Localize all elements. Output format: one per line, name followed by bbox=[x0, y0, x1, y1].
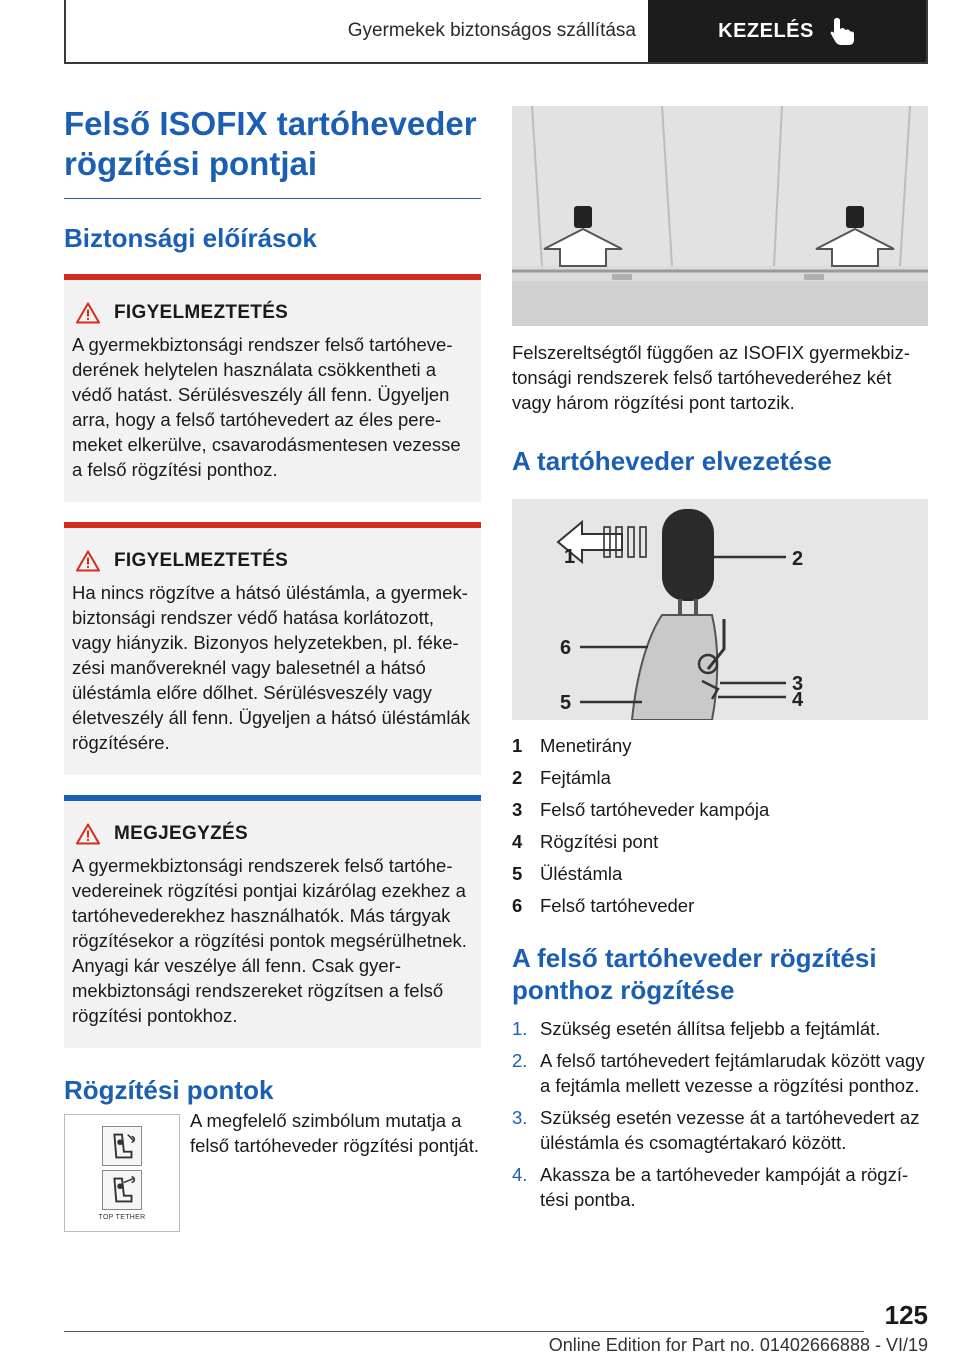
strap-routing-diagram bbox=[512, 499, 928, 720]
note-title: MEGJEGYZÉS bbox=[114, 823, 248, 844]
list-item: 1 Menetirány bbox=[512, 735, 632, 756]
footer-divider bbox=[64, 1331, 864, 1332]
page-number: 125 bbox=[884, 1300, 928, 1330]
list-item: 5 Üléstámla bbox=[512, 863, 623, 884]
list-item: 2. A felső tartóhevedert fejtámlarudak között vagy a fejtámla mellett vezesse a rögzítési ponthoz. bbox=[512, 1050, 925, 1096]
routing-heading: A tartóheveder elvezetése bbox=[512, 446, 832, 476]
list-item: 3. Szükség esetén vezesse át a tartóhevedert az üléstámla és csomagtértakaró között. bbox=[512, 1107, 920, 1153]
child-seat-anchor-icon bbox=[102, 1126, 142, 1166]
safety-heading: Biztonsági előírások bbox=[64, 223, 317, 253]
anchor-points-photo bbox=[512, 106, 928, 326]
chapter-tab[interactable] bbox=[648, 0, 926, 62]
diagram-label-4: 4 bbox=[792, 689, 804, 711]
warning-text: Ha nincs rögzítve a hátsó üléstámla, a gyermekbiztonsági rendszer védő hatása korlátozott, vagy hiányzik. Bizonyos helyzetekben, pl. fékezési manővereknél vagy balesetnél a hátsó üléstámla előre dőlhet. Sérülésveszély vagy életveszély áll fenn. Ügyeljen a hátsó üléstámlák rögzítésére. bbox=[72, 582, 470, 753]
warning-title: FIGYELMEZTETÉS bbox=[114, 550, 289, 571]
warning-title: FIGYELMEZTETÉS bbox=[114, 302, 289, 323]
list-item: 6 Felső tartóheveder bbox=[512, 895, 695, 916]
footer-edition: Online Edition for Part no. 01402666888 - VI/19 bbox=[548, 1335, 928, 1355]
list-item: 2 Fejtámla bbox=[512, 767, 611, 788]
attach-heading: A felső tartóheveder rögzítési ponthoz rögzítése bbox=[512, 943, 877, 1005]
page-header bbox=[64, 0, 928, 64]
diagram-label-5: 5 bbox=[560, 692, 572, 714]
page-title: Felső ISOFIX tartóheveder rögzítési pontjai bbox=[64, 105, 477, 182]
note-box bbox=[64, 795, 481, 1048]
diagram-label-2: 2 bbox=[792, 548, 804, 570]
list-item: 1. Szükség esetén állítsa feljebb a fejtámlát. bbox=[512, 1018, 881, 1039]
diagram-label-3: 3 bbox=[792, 673, 804, 695]
hand-pointer-icon bbox=[828, 16, 856, 46]
left-column bbox=[64, 100, 481, 1232]
warning-triangle-icon bbox=[76, 302, 100, 324]
warning-box-1 bbox=[64, 274, 481, 502]
list-item: 3 Felső tartóheveder kampója bbox=[512, 799, 770, 820]
warning-triangle-icon bbox=[76, 550, 100, 572]
diagram-label-1: 1 bbox=[564, 546, 576, 568]
warning-text: A gyermekbiztonsági rendszer felső tartóhevederének helytelen használata csökkentheti a védő hatást. Sérülésveszély áll fenn. Ügyeljen arra, hogy a felső tartóhevedert az éles peremeket elkerülve, csavarodásmentesen vezesse a felső rögzítési ponthoz. bbox=[72, 334, 461, 480]
top-tether-label: TOP TETHER bbox=[98, 1213, 146, 1221]
warning-box-2 bbox=[64, 522, 481, 775]
section-title: Gyermekek biztonságos szállítása bbox=[347, 20, 636, 41]
diagram-legend bbox=[512, 730, 928, 922]
anchor-text: A megfelelő szimbólum mutatja a felső tartóheveder rögzítési pontját. bbox=[190, 1110, 479, 1156]
diagram-label-6: 6 bbox=[560, 637, 572, 659]
title-divider bbox=[64, 198, 481, 199]
anchor-symbol-row bbox=[64, 1110, 481, 1232]
anchor-heading: Rögzítési pontok bbox=[64, 1075, 274, 1105]
chapter-label: KEZELÉS bbox=[718, 19, 814, 42]
list-item: 4 Rögzítési pont bbox=[512, 831, 659, 852]
warning-triangle-icon bbox=[76, 823, 100, 845]
list-item: 4. Akassza be a tartóheveder kampóját a rögzítési pontba. bbox=[512, 1164, 909, 1210]
right-column bbox=[512, 106, 928, 1219]
photo-caption: Felszereltségtől függően az ISOFIX gyermekbiztonsági rendszerek felső tartóhevederéhez két vagy három rögzítési pont tartozik. bbox=[512, 342, 910, 413]
anchor-symbols-image bbox=[64, 1114, 180, 1232]
attach-steps bbox=[512, 1016, 928, 1212]
top-tether-icon bbox=[102, 1170, 142, 1210]
note-text: A gyermekbiztonsági rendszerek felső tartóhevedereinek rögzítési pontjai kizárólag ezekhez a tartóhevederekhez használhatók. Más tárgyak rögzítésekor a rögzítési pontok megsérülhetnek. Anyagi kár veszélye áll fenn. Csak gyermekbiztonsági rendszereket rögzítsen a felső rögzítési pontokhoz. bbox=[72, 855, 467, 1026]
